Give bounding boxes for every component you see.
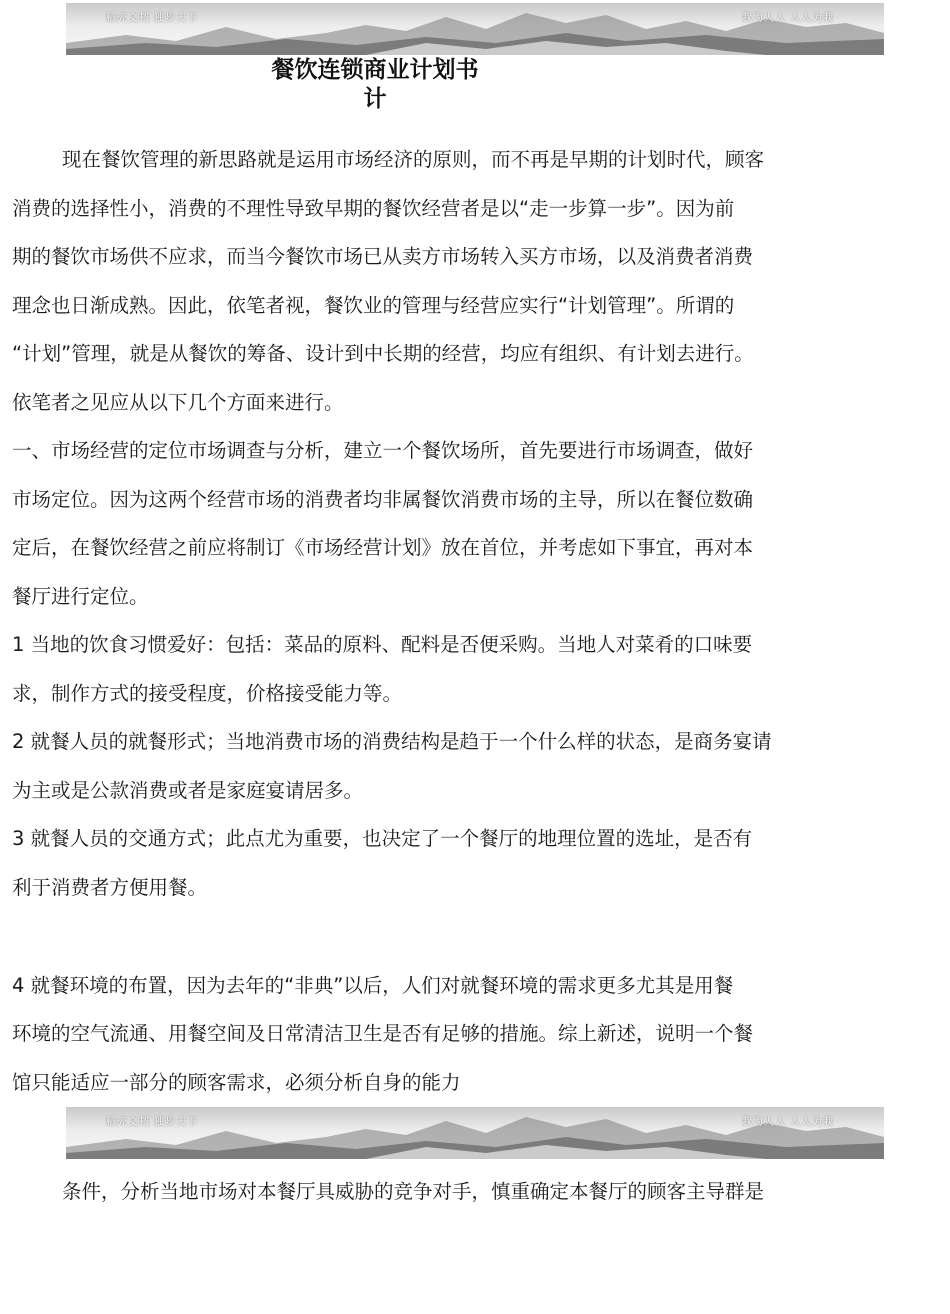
text-line: 环境的空气流通、用餐空间及日常清洁卫生是否有足够的措施。综上新述，说明一个餐 <box>12 1022 754 1045</box>
text-line: 4 就餐环境的布置，因为去年的“非典”以后，人们对就餐环境的需求更多尤其是用餐 <box>12 974 734 997</box>
text-line: 2 就餐人员的就餐形式；当地消费市场的消费结构是趋于一个什么样的状态，是商务宴请 <box>12 730 772 753</box>
text-line: 为主或是公款消费或者是家庭宴请居多。 <box>12 779 364 802</box>
text-line: 依笔者之见应从以下几个方面来进行。 <box>12 391 344 414</box>
text-line: “计划”管理，就是从餐饮的筹备、设计到中长期的经营，均应有组织、有计划去进行。 <box>12 342 754 365</box>
text-line: 市场定位。因为这两个经营市场的消费者均非属餐饮消费市场的主导，所以在餐位数确 <box>12 488 754 511</box>
text-line: 利于消费者方便用餐。 <box>12 876 208 899</box>
text-line: 现在餐饮管理的新思路就是运用市场经济的原则，而不再是早期的计划时代，顾客 <box>62 148 765 171</box>
text-line: 馆只能适应一部分的顾客需求，必须分析自身的能力 <box>12 1071 461 1094</box>
text-line: 定后，在餐饮经营之前应将制订《市场经营计划》放在首位，并考虑如下事宜，再对本 <box>12 536 754 559</box>
text-line: 消费的选择性小，消费的不理性导致早期的餐饮经营者是以“走一步算一步”。因为前 <box>12 197 735 220</box>
text-line: 3 就餐人员的交通方式；此点尤为重要，也决定了一个餐厅的地理位置的选址，是否有 <box>12 827 753 850</box>
page-break-banner <box>66 1107 884 1159</box>
banner-left-text: 稻壳文档 独步天下 <box>106 1117 199 1128</box>
text-line: 条件，分析当地市场对本餐厅具威胁的竞争对手，慎重确定本餐厅的顾客主导群是 <box>62 1180 765 1203</box>
text-line: 餐厅进行定位。 <box>12 585 149 608</box>
banner-right-text: 我为人人 人人为我 <box>742 13 835 24</box>
text-line: 求，制作方式的接受程度，价格接受能力等。 <box>12 682 403 705</box>
title-line-1: 餐饮连锁商业计划书 <box>271 57 479 83</box>
text-line: 理念也日渐成熟。因此，依笔者视，餐饮业的管理与经营应实行“计划管理”。所谓的 <box>12 294 735 317</box>
header-banner <box>66 3 884 55</box>
title-line-2: 计 <box>363 86 387 112</box>
text-line: 一、市场经营的定位市场调查与分析，建立一个餐饮场所，首先要进行市场调查，做好 <box>12 439 754 462</box>
text-line: 期的餐饮市场供不应求，而当今餐饮市场已从卖方市场转入买方市场，以及消费者消费 <box>12 245 754 268</box>
banner-right-text: 我为人人 人人为我 <box>742 1117 835 1128</box>
text-line: 1 当地的饮食习惯爱好：包括：菜品的原料、配料是否便采购。当地人对菜肴的口味要 <box>12 633 753 656</box>
banner-left-text: 稻壳文档 独步天下 <box>106 13 199 24</box>
page-title <box>240 56 510 114</box>
